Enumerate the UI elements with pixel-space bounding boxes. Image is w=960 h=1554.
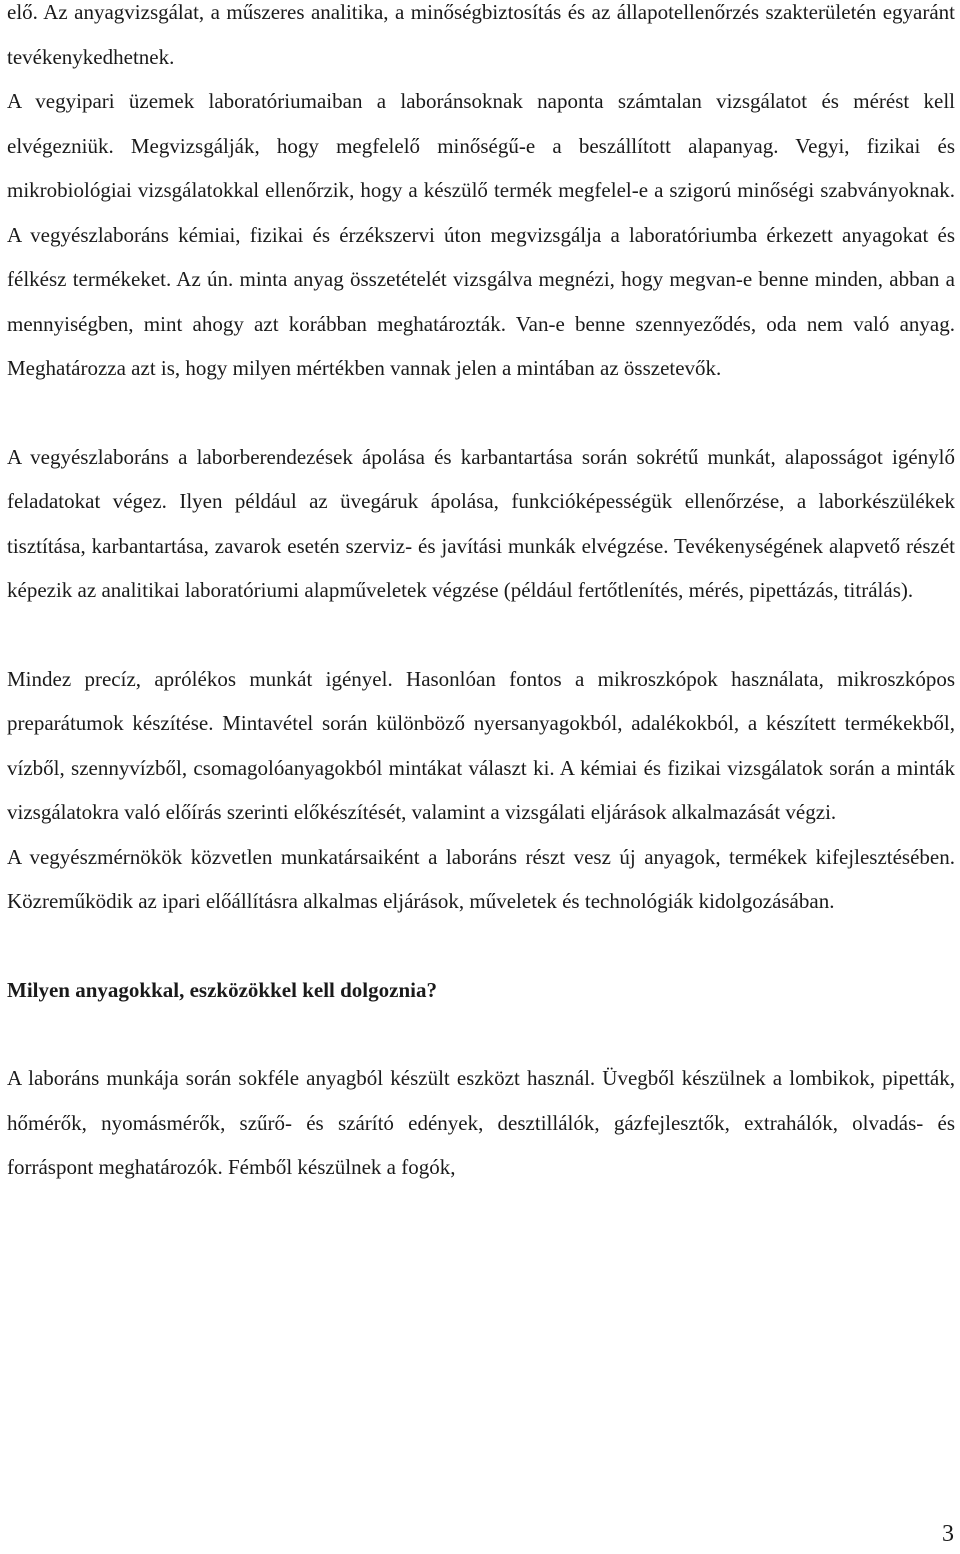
- paragraph-spacer: [7, 391, 955, 435]
- paragraph-maintenance: A vegyészlaboráns a laborberendezések ápolása és karbantartása során sokrétű munkát, alaposságot igénylő feladatokat végez. Ilyen például az üvegáruk ápolása, funkcióképességük ellenőrzése, a laborkészülékek tisztítása, karbantartása, zavarok esetén szerviz- és javítási munkák elvégzése. Tevékenységének alapvető részét képezik az analitikai laboratóriumi alapműveletek végzése (például fertőtlenítés, mérés, pipettázás, titrálás).: [7, 444, 955, 602]
- page-number: 3: [942, 1521, 954, 1547]
- paragraph-materials: A laboráns munkája során sokféle anyagból készült eszközt használ. Üvegből készülnek a lombikok, pipetták, hőmérők, nyomásmérők, szűrő- és szárító edények, desztillálók, gázfejlesztők, extrahálók, olvadás- és forráspont meghatározók. Fémből készülnek a fogók,: [7, 1066, 955, 1179]
- paragraph-spacer: [7, 924, 955, 968]
- paragraph-intro-end: elő. Az anyagvizsgálat, a műszeres analitika, a minőségbiztosítás és az állapotellenőrzés szakterületén egyaránt tevékenykedhetnek.: [7, 0, 955, 69]
- document-page: [7, 0, 955, 1190]
- paragraph-spacer: [7, 613, 955, 657]
- paragraph-engineers: A vegyészmérnökök közvetlen munkatársaiként a laboráns részt vesz új anyagok, termékek kifejlesztésében. Közreműködik az ipari előállításra alkalmas eljárások, műveletek és technológiák kidolgozásában.: [7, 844, 955, 913]
- paragraph-spacer: [7, 1012, 955, 1056]
- section-heading: Milyen anyagokkal, eszközökkel kell dolgoznia?: [7, 977, 437, 1002]
- paragraph-lab-tests: A vegyipari üzemek laboratóriumaiban a laboránsoknak naponta számtalan vizsgálatot és mérést kell elvégezniük. Megvizsgálják, hogy megfelelő minőségű-e a beszállított alapanyag. Vegyi, fizikai és mikrobiológiai vizsgálatokkal ellenőrzik, hogy a készülő termék megfelel-e a szigorú minőségi szabványoknak. A vegyészlaboráns kémiai, fizikai és érzékszervi úton megvizsgálja a laboratóriumba érkezett anyagokat és félkész termékeket. Az ún. minta anyag összetételét vizsgálva megnézi, hogy megvan-e benne minden, abban a mennyiségben, mint ahogy azt korábban meghatározták. Van-e benne szennyeződés, oda nem való anyag. Meghatározza azt is, hogy milyen mértékben vannak jelen a mintában az összetevők.: [7, 89, 955, 380]
- paragraph-precision: Mindez precíz, aprólékos munkát igényel. Hasonlóan fontos a mikroszkópok használata, mikroszkópos preparátumok készítése. Mintavétel során különböző nyersanyagokból, adalékokból, a készített termékekből, vízből, szennyvízből, csomagolóanyagokból mintákat választ ki. A kémiai és fizikai vizsgálatok során a minták vizsgálatokra való előírás szerinti előkészítését, valamint a vizsgálati eljárások alkalmazását végzi.: [7, 666, 955, 824]
